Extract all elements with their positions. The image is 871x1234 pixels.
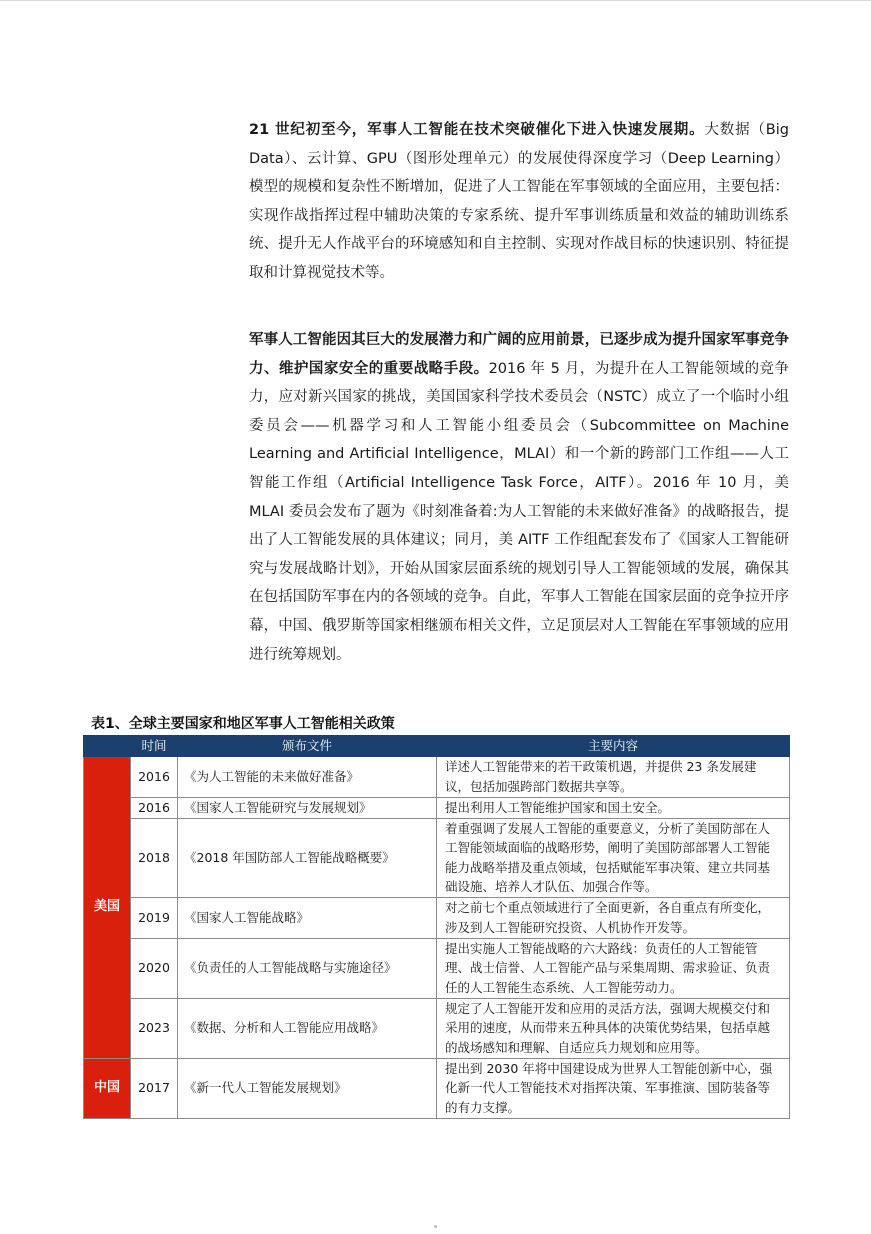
- paragraph-ai-development-phase: [249, 116, 789, 288]
- table-row: [84, 818, 790, 897]
- paragraph-body: 大数据（Big Data）、云计算、GPU（图形处理单元）的发展使得深度学习（Deep Learning）模型的规模和复杂性不断增加，促进了人工智能在军事领域的全面应用，主要包括：实现作战指挥过程中辅助决策的专家系统、提升军事训练质量和效益的辅助训练系统、提升无人作战平台的环境感知和自主控制、实现对作战目标的快速识别、特征提取和计算视觉技术等。: [249, 122, 789, 281]
- table-row: [84, 998, 790, 1058]
- paragraph-lead-bold: 军事人工智能因其巨大的发展潜力和广阔的应用前景，已逐步成为提升国家军事竞争力、维护国家安全的重要战略手段。: [249, 332, 789, 377]
- paragraph-strategic-means: [249, 326, 789, 669]
- content-cell: 提出到 2030 年将中国建设成为世界人工智能创新中心，强化新一代人工智能技术对指挥决策、军事推演、国防装备等的有力支撑。: [437, 1058, 790, 1118]
- table-row: [84, 938, 790, 998]
- top-border-line: [0, 0, 871, 1]
- content-cell: 提出利用人工智能维护国家和国土安全。: [437, 797, 790, 818]
- year-cell: 2017: [131, 1058, 178, 1118]
- document-cell: 《2018 年国防部人工智能战略概要》: [178, 818, 437, 897]
- content-cell: 对之前七个重点领域进行了全面更新，各自重点有所变化，涉及到人工智能研究投资、人机协作开发等。: [437, 897, 790, 938]
- document-cell: 《数据、分析和人工智能应用战略》: [178, 998, 437, 1058]
- header-country: [84, 736, 131, 757]
- year-cell: 2020: [131, 938, 178, 998]
- content-cell: 详述人工智能带来的若干政策机遇，并提供 23 条发展建议，包括加强跨部门数据共享等。: [437, 756, 790, 797]
- year-cell: 2016: [131, 797, 178, 818]
- document-cell: 《负责任的人工智能战略与实施途径》: [178, 938, 437, 998]
- table-row: [84, 756, 790, 797]
- table-caption: 表1、全球主要国家和地区军事人工智能相关政策: [91, 716, 395, 732]
- country-cell-usa: 美国: [84, 756, 131, 1058]
- content-cell: 规定了人工智能开发和应用的灵活方法，强调大规模交付和采用的速度，从而带来五种具体的决策优势结果，包括卓越的战场感知和理解、自适应兵力规划和应用等。: [437, 998, 790, 1058]
- header-content: 主要内容: [437, 736, 790, 757]
- page-marker-dot: [434, 1225, 437, 1228]
- document-cell: 《国家人工智能战略》: [178, 897, 437, 938]
- header-time: 时间: [131, 736, 178, 757]
- document-cell: 《为人工智能的未来做好准备》: [178, 756, 437, 797]
- table-row: [84, 897, 790, 938]
- content-cell: 着重强调了发展人工智能的重要意义，分析了美国防部在人工智能领域面临的战略形势，阐明了美国防部部署人工智能能力战略举措及重点领域，包括赋能军事决策、建立共同基础设施、培养人才队伍、加强合作等。: [437, 818, 790, 897]
- table-row: [84, 797, 790, 818]
- header-document: 颁布文件: [178, 736, 437, 757]
- table-header-row: [84, 736, 790, 757]
- paragraph-lead-bold: 21 世纪初至今，军事人工智能在技术突破催化下进入快速发展期。: [249, 122, 705, 138]
- policy-table: [83, 735, 790, 1119]
- year-cell: 2018: [131, 818, 178, 897]
- year-cell: 2016: [131, 756, 178, 797]
- year-cell: 2023: [131, 998, 178, 1058]
- document-cell: 《国家人工智能研究与发展规划》: [178, 797, 437, 818]
- document-cell: 《新一代人工智能发展规划》: [178, 1058, 437, 1118]
- country-cell-china: 中国: [84, 1058, 131, 1118]
- paragraph-body: 2016 年 5 月，为提升在人工智能领域的竞争力，应对新兴国家的挑战，美国国家科学技术委员会（NSTC）成立了一个临时小组委员会——机器学习和人工智能小组委员会（Subcommittee on Machine Learning and Artificial Intelligence，MLAI）和一个新的跨部门工作组——人工智能工作组（Artificial Intelligence Task Force，AITF）。2016 年 10 月，美 MLAI 委员会发布了题为《时刻准备着:为人工智能的未来做好准备》的战略报告，提出了人工智能发展的具体建议；同月，美 AITF 工作组配套发布了《国家人工智能研究与发展战略计划》，开始从国家层面系统的规划引导人工智能领域的发展，确保其在包括国防军事在内的各领域的竞争。自此，军事人工智能在国家层面的竞争拉开序幕，中国、俄罗斯等国家相继颁布相关文件，立足顶层对人工智能在军事领域的应用进行统筹规划。: [249, 360, 790, 663]
- content-cell: 提出实施人工智能战略的六大路线：负责任的人工智能管理、战士信誉、人工智能产品与采集周期、需求验证、负责任的人工智能生态系统、人工智能劳动力。: [437, 938, 790, 998]
- year-cell: 2019: [131, 897, 178, 938]
- table-row: [84, 1058, 790, 1118]
